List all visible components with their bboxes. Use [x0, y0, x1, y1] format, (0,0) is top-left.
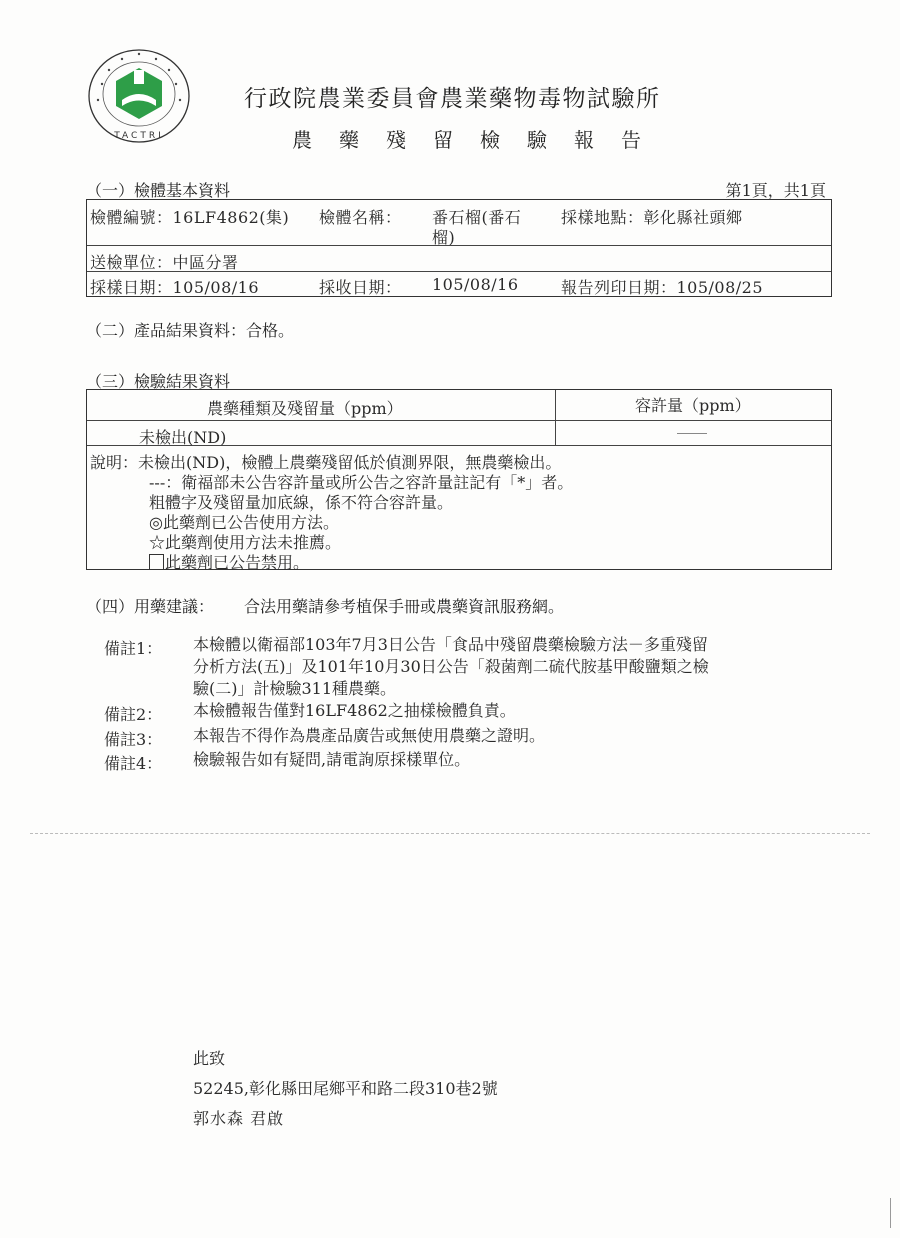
- col-tolerance-header: 容許量（ppm）: [635, 396, 751, 415]
- recipient-name: 郭水森 君啟: [193, 1109, 285, 1128]
- submitting-unit: 送檢單位：中區分署: [90, 253, 239, 272]
- remark-3-text: 本報告不得作為農產品廣告或無使用農藥之證明。: [193, 726, 546, 745]
- sample-info-box: [86, 199, 832, 297]
- note-line-6: [149, 550, 309, 573]
- divider: [87, 245, 831, 246]
- remark-4-label: 備註4：: [104, 754, 163, 773]
- sample-number: 檢體編號：16LF4862(集): [90, 208, 290, 227]
- section4-text: 合法用藥請參考植保手冊或農藥資訊服務網。: [244, 597, 565, 616]
- note-line-6-text: 此藥劑已公告禁用。: [165, 553, 310, 572]
- remark-1-line-1: 本檢體以衛福部103年7月3日公告「食品中殘留農藥檢驗方法－多重殘留: [193, 635, 708, 654]
- col-pesticide-header: 農藥種類及殘留量（ppm）: [207, 399, 403, 418]
- institute-logo: [84, 48, 194, 148]
- remark-1-line-3: 驗(二)」計檢驗311種農藥。: [193, 679, 397, 698]
- remark-1-label: 備註1：: [104, 639, 163, 658]
- sample-name-label: 檢體名稱：: [319, 208, 402, 227]
- section2-title: （二）產品結果資料：合格。: [86, 321, 295, 340]
- table-divider: [87, 420, 831, 421]
- harvest-date-value: 105/08/16: [432, 275, 519, 294]
- table-column-divider: [555, 390, 556, 446]
- remark-2-text: 本檢體報告僅對16LF4862之抽樣檢體負責。: [193, 701, 516, 720]
- report-print-date: 報告列印日期：105/08/25: [561, 278, 764, 297]
- harvest-date-label: 採收日期：: [319, 278, 402, 297]
- tolerance-dash: [677, 433, 707, 434]
- edge-mark: [890, 1198, 891, 1228]
- square-box-icon: [149, 554, 164, 570]
- note-line-2: ---：衛福部未公告容許量或所公告之容許量註記有「*」者。: [149, 473, 574, 492]
- section4-title: （四）用藥建議：: [86, 597, 215, 616]
- sample-name-value-cont: 榴): [432, 228, 456, 247]
- note-line-1: 說明：未檢出(ND)，檢體上農藥殘留低於偵測界限，無農藥檢出。: [90, 453, 562, 472]
- result-value: 未檢出(ND): [139, 428, 227, 447]
- remark-1-line-2: 分析方法(五)」及101年10月30日公告「殺菌劑二硫代胺基甲酸鹽類之檢: [193, 657, 709, 676]
- section1-title: （一）檢體基本資料: [86, 181, 231, 200]
- remark-3-label: 備註3：: [104, 730, 163, 749]
- sampling-location: 採樣地點：彰化縣社頭鄉: [561, 208, 743, 227]
- salutation: 此致: [193, 1049, 226, 1068]
- section3-title: （三）檢驗結果資料: [86, 372, 231, 391]
- fold-line: [30, 833, 870, 834]
- recipient-address: 52245,彰化縣田尾鄉平和路二段310巷2號: [193, 1079, 498, 1098]
- note-line-5: ☆此藥劑使用方法未推薦。: [149, 533, 342, 552]
- note-line-4: ◎此藥劑已公告使用方法。: [149, 513, 339, 532]
- remark-2-label: 備註2：: [104, 705, 163, 724]
- remark-4-text: 檢驗報告如有疑問,請電詢原採樣單位。: [193, 750, 471, 769]
- sample-name-value: 番石榴(番石: [432, 208, 522, 227]
- organization-title: 行政院農業委員會農業藥物毒物試驗所: [244, 86, 661, 112]
- page-number: 第1頁，共1頁: [725, 181, 826, 200]
- sampling-date: 採樣日期：105/08/16: [90, 278, 260, 297]
- report-title: 農藥殘留檢驗報告: [292, 128, 668, 152]
- svg-text:TACTRI: TACTRI: [114, 131, 164, 141]
- note-line-3: 粗體字及殘留量加底線，係不符合容許量。: [149, 493, 454, 512]
- results-table: [86, 389, 832, 570]
